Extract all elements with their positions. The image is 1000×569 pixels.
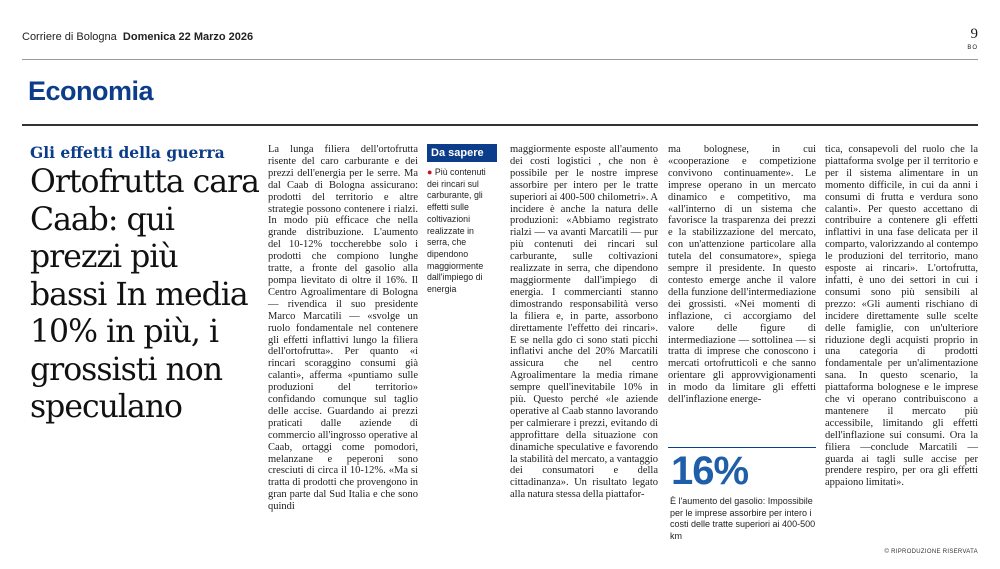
- top-divider: [22, 59, 978, 60]
- sidebar-content: [427, 162, 497, 296]
- section-title: Economia: [28, 76, 154, 106]
- factbox-divider: [668, 447, 816, 448]
- sidebar-box: [427, 144, 497, 296]
- factbox-number: 16%: [671, 449, 749, 493]
- article-column-2: maggiormente esposte all'aumento dei costi logistici , che non è possibile per le nostre imprese assorbire per intero per le tratte superiori ai 400-500 chilometri». A incidere è anche la natura delle produzioni: «Abbiamo registrato rialzi — va avanti Marcatili — pur più contenuti dei rincari sul carburante, sulle coltivazioni realizzate in serra, che dipendono maggiormente dall'impiego di energia. I commercianti stanno dimostrando responsabilità verso la filiera e, in parte, assorbono direttamente l'effetto dei rincari». E se nella gdo ci sono stati picchi inflativi anche del 20% Marcatili assicura che nel centro Agroalimentare la media rimane sempre quell'inevitabile 10% in più. Questo perché «le aziende operative al Caab stanno lavorando per calmierare i prezzi, evitando di approfittare della situazione con dinamiche speculative e favorendo la stabilità del mercato, a vantaggio dei consumatori e della cittadinanza». Un risultato legato alla natura stessa della piattafor-: [510, 144, 658, 501]
- section-divider: [22, 124, 978, 126]
- copyright-notice: © RIPRODUZIONE RISERVATA: [884, 549, 978, 555]
- article-column-1: La lunga filiera dell'ortofrutta risente del caro carburante e dei prezzi dell'energia per le serre. Ma dal Caab di Bologna assicurano: prodotti del territorio e altre strategie possono contenere i rialzi. In modo più efficace che nella grande distribuzione. L'aumento del 10-12% toccherebbe solo i prodotti che compiono lunghe tratte, a fronte del gasolio alla pompa lievitato di oltre il 16%. Il Centro Agroalimentare di Bologna — rivendica il suo presidente Marco Marcatili — «svolge un ruolo fondamentale nel contenere gli effetti inflattivi lungo la filiera dell'ortofrutta». Per quanto «i rincari scoraggino consumi già calanti», afferma «puntiamo sulle produzioni del territorio» confidando comunque sul taglio delle accise. Guardando ai prezzi praticati dalle aziende di commercio all'ingrosso operative al Caab, ortaggi come pomodori, melanzane e peperoni sono cresciuti di circa il 10-12%. «Ma si tratta di prodotti che provengono in gran parte dal Sud Italia e che sono quindi: [268, 144, 418, 513]
- sidebar-title: Da sapere: [427, 144, 497, 162]
- article-headline: Ortofrutta cara Caab: qui prezzi più bassi In media 10% in più, i grossisti non speculano: [30, 164, 259, 425]
- sidebar-text: Più contenuti dei rincari sul carburante, gli effetti sulle coltivazioni realizzate in serra, che dipendono maggiormente dall'impiego di energia: [427, 167, 486, 295]
- masthead-date: Domenica 22 Marzo 2026: [122, 31, 254, 43]
- article-column-4: tica, consapevoli del ruolo che la piattaforma svolge per il territorio e per il sistema alimentare in un momento difficile, in cui da anni i consumi di frutta e verdura sono calanti». Per questo accettano di contribuire a contenere gli effetti inflattivi in una fase delicata per il comparto, valorizzando al contempo le produzioni del territorio, mano esposte ai rincari». L'ortofrutta, infatti, è uno dei settori in cui i consumi sono più sensibili al prezzo: «Gli aumenti rischiano di incidere direttamente sulle scelte delle famiglie, con un'ulteriore riduzione degli acquisti proprio in una categoria di prodotti fondamentale per un'alimentazione sana. In questo scenario, la piattaforma bolognese e le imprese che vi operano contribuiscono a mantenere il mercato più accessibile, limitando gli effetti dell'inflazione sui consumi. Ora la filiera —conclude Marcatili — guarda ai tagli sulle accise per prendere respiro, per ora gli effetti appaiono limitati».: [825, 144, 978, 489]
- masthead: [22, 31, 253, 43]
- page-number: [967, 27, 978, 55]
- masthead-paper: Corriere di Bologna: [22, 31, 117, 43]
- page-code: BO: [967, 45, 978, 51]
- article-kicker: Gli effetti della guerra: [30, 143, 225, 162]
- bullet-icon: ●: [427, 167, 433, 177]
- article-column-3: ma bolognese, in cui «cooperazione e competizione convivono continuamente». Le imprese operano in un mercato dinamico e competitivo, ma «all'interno di un sistema che favorisce la trasparenza dei prezzi e la stabilizzazione del mercato, con un'attenzione particolare alla tutela del consumatore», spiega sempre il presidente. In questo contesto emerge anche il valore della funzione dell'intermediazione dei grossisti. «Nei momenti di inflazione, ci accorgiamo del valore delle figure di intermediazione — sottolinea — si tratta di imprese che conoscono i mercati ortofrutticoli e che sanno orientare gli approvvigionamenti in modo da limitare gli effetti dell'inflazione energe-: [668, 144, 816, 406]
- page-number-value: 9: [970, 26, 978, 42]
- factbox-text: È l'aumento del gasolio: Impossibile per le imprese assorbire per intero i costi delle tratte superiori ai 400-500 km: [670, 496, 816, 541]
